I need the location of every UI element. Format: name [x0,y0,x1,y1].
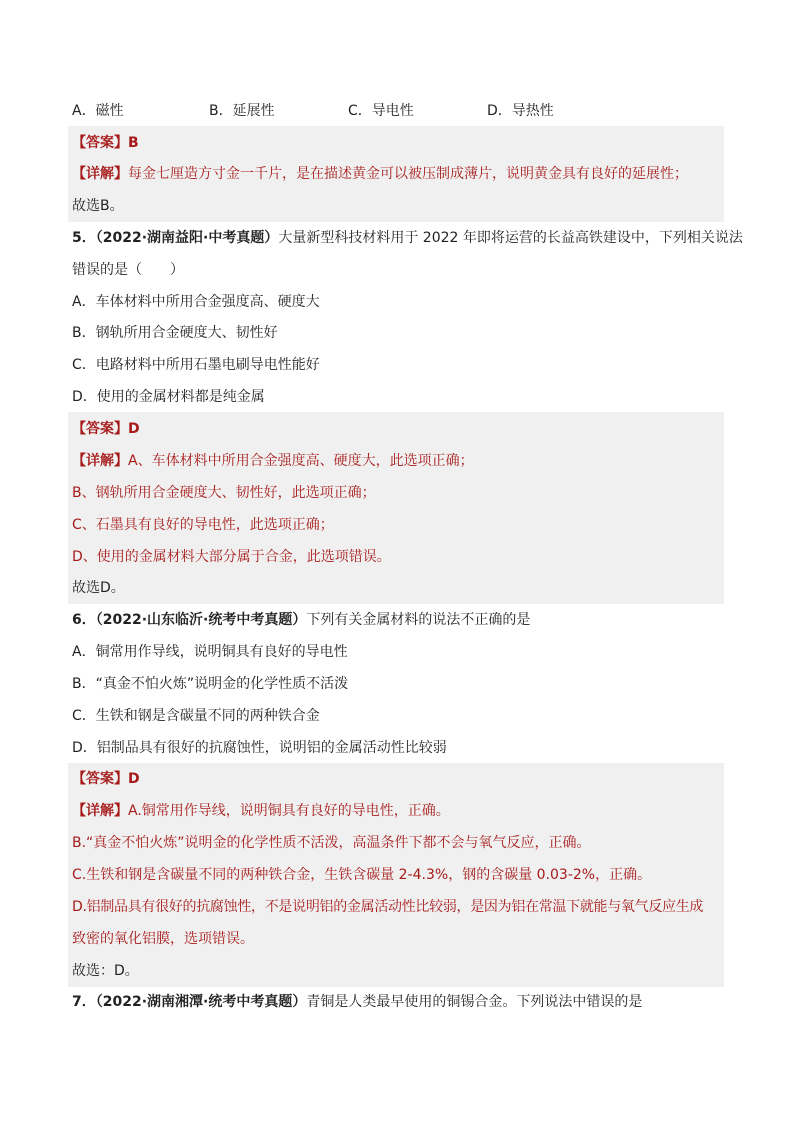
q5-conclusion: 故选D。 [72,580,125,596]
question-number: 5． [72,230,96,246]
q5-detail-2: B、钢轨所用合金硬度大、韧性好，此选项正确； [72,485,376,501]
question-stem: 大量新型科技材料用于 2022 年即将运营的长益高铁建设中，下列相关说法 [278,230,743,246]
q6-detail-4a: D.铝制品具有很好的抗腐蚀性，不是说明铝的金属活动性比较弱，是因为铝在常温下就能与氧气反应生成 [72,899,704,915]
q6-detail-2: B.“真金不怕火炼”说明金的化学性质不活泼，高温条件下都不会与氧气反应，正确。 [72,835,591,851]
q6-detail-3: C.生铁和钢是含碳量不同的两种铁合金，生铁含碳量 2-4.3%，钢的含碳量 0.03-2%，正确。 [72,867,652,883]
q6-detail-1 [72,801,450,821]
q5-option-d: D．使用的金属材料都是纯金属 [72,389,265,405]
q5-stem-line-2: 错误的是（ ） [72,262,184,278]
detail-text: 每金七厘造方寸金一千片，是在描述黄金可以被压制成薄片，说明黄金具有良好的延展性； [128,166,688,182]
q5-detail-3: C、石墨具有良好的导电性，此选项正确； [72,517,334,533]
question-source: （2022·湖南益阳·中考真题） [95,230,279,246]
detail-tag: 【详解】 [72,166,128,182]
detail-text: A.铜常用作导线，说明铜具有良好的导电性，正确。 [128,803,450,819]
question-number: 6． [72,612,96,628]
answer-tag: 【答案】 [72,135,128,151]
answer-tag: 【答案】 [72,771,128,787]
answer-value: B [128,135,139,151]
q4-detail [72,164,688,184]
q4-conclusion: 故选B。 [72,198,124,214]
q5-detail-1 [72,451,474,471]
question-number: 7． [72,994,96,1010]
q7-stem [72,992,642,1012]
q5-option-a: A．车体材料中所用合金强度高、硬度大 [72,294,320,310]
answer-value: D [128,421,140,437]
question-stem: 青铜是人类最早使用的铜锡合金。下列说法中错误的是 [306,994,643,1010]
question-source: （2022·湖南湘潭·统考中考真题） [95,994,307,1010]
detail-tag: 【详解】 [72,803,128,819]
answer-value: D [128,771,140,787]
q4-option-d: D．导热性 [487,103,554,119]
q4-option-a: A．磁性 [72,103,124,119]
detail-text: A、车体材料中所用合金强度高、硬度大，此选项正确； [128,453,474,469]
question-source: （2022·山东临沂·统考中考真题） [95,612,307,628]
q5-option-b: B．钢轨所用合金硬度大、韧性好 [72,325,278,341]
q6-conclusion: 故选：D。 [72,963,139,979]
q6-detail-4b: 致密的氧化铝膜，选项错误。 [72,931,254,947]
q6-option-d: D．铝制品具有很好的抗腐蚀性，说明铝的金属活动性比较弱 [72,740,447,756]
question-stem: 下列有关金属材料的说法不正确的是 [306,612,531,628]
q6-option-b: B．“真金不怕火炼”说明金的化学性质不活泼 [72,676,349,692]
q5-stem-line-1 [72,228,743,248]
q6-option-a: A．铜常用作导线，说明铜具有良好的导电性 [72,644,348,660]
q5-option-c: C．电路材料中所用石墨电刷导电性能好 [72,357,320,373]
q4-option-b: B．延展性 [209,103,275,119]
answer-tag: 【答案】 [72,421,128,437]
q6-answer [72,769,140,789]
q4-answer [72,133,139,153]
detail-tag: 【详解】 [72,453,128,469]
q5-answer [72,419,140,439]
q4-option-c: C．导电性 [348,103,414,119]
q6-stem [72,610,530,630]
q4-options [72,101,672,121]
q5-detail-4: D、使用的金属材料大部分属于合金，此选项错误。 [72,549,391,565]
q5-answer-box [68,412,724,604]
q6-option-c: C．生铁和钢是含碳量不同的两种铁合金 [72,708,320,724]
